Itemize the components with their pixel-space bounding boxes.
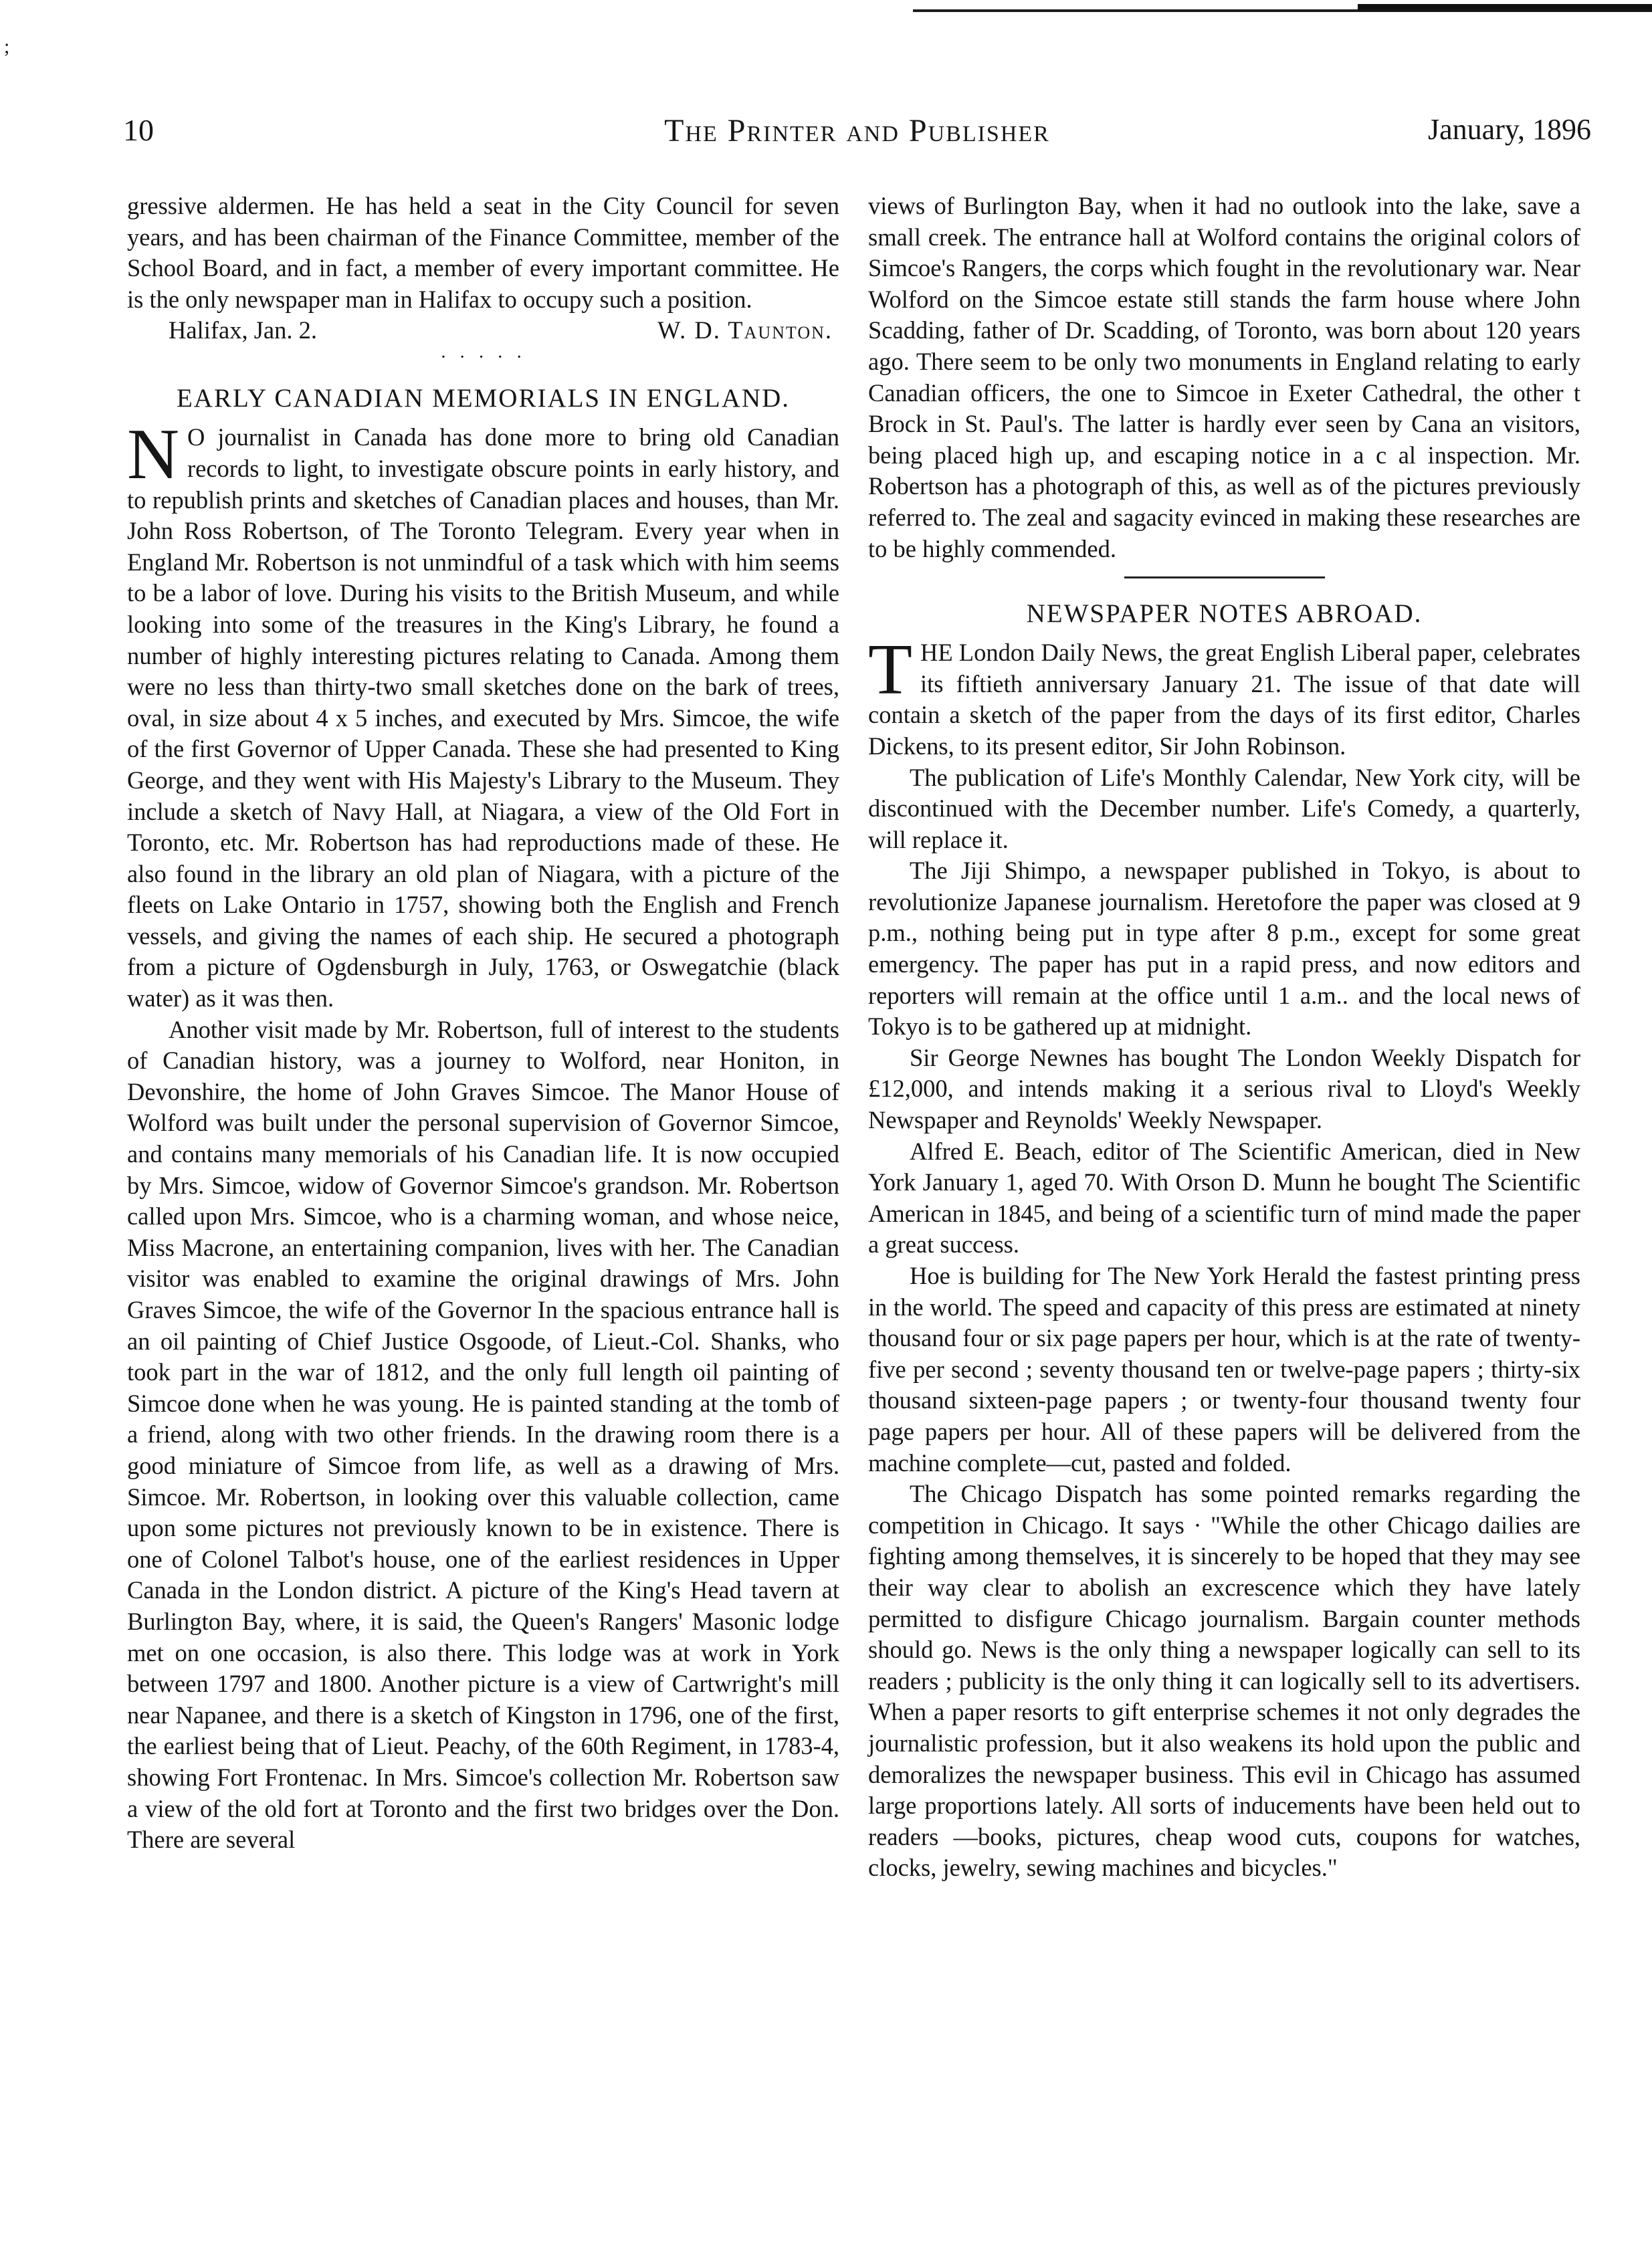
article-title-memorials: EARLY CANADIAN MEMORIALS IN ENGLAND. <box>176 384 790 413</box>
edge-mark: ; <box>4 35 10 58</box>
top-edge-bar <box>1358 4 1652 11</box>
article-title-newspaper-notes: NEWSPAPER NOTES ABROAD. <box>1026 599 1423 629</box>
article-paragraph: Hoe is building for The New York Herald the fastest printing press in the world. The speed and capacity of this press are estimated at ninety thousand four or six page papers per hour, which is at the rate of twenty-five per second ; seventy thousand ten or twelve-page papers ; thirty-six thousand sixteen-page papers ; or twenty-four thousand twenty four page papers per hour. All of these papers will be delivered from the machine complete—cut, pasted and folded. <box>868 1262 1580 1477</box>
paragraph-text: HE London Daily News, the great English Liberal paper, celebrates its fiftieth anniversary January 21. The issue of that date will contain a sketch of the paper from the days of its first editor, Charles Dickens, to its present editor, Sir John Robinson. <box>868 639 1580 760</box>
article-paragraph: Alfred E. Beach, editor of The Scientific American, died in New York January 1, aged 70. With Orson D. Munn he bought The Scientific American in 1845, and being of a scientific turn of mind made the paper a great success. <box>868 1137 1580 1259</box>
drop-cap: T <box>868 630 912 710</box>
issue-date: January, 1896 <box>1428 113 1591 146</box>
page-number: 10 <box>123 113 154 147</box>
left-column <box>127 191 839 1856</box>
section-separator: · · · · · <box>440 347 526 368</box>
article-paragraph <box>868 630 1580 762</box>
paragraph-text: O journalist in Canada has done more to bring old Canadian records to light, to investigate obscure points in early history, and to republish prints and sketches of Canadian places and houses, than Mr. John Ross Robertson, of The Toronto Telegram. Every year when in England Mr. Robertson is not unmindful of a task which with him seems to be a labor of love. During his visits to the British Museum, and while looking into some of the treasures in the King's Library, he found a number of highly interesting pictures relating to Canada. Among them were no less than thirty-two small sketches done on the bark of trees, oval, in size about 4 x 5 inches, and executed by Mrs. Simcoe, the wife of the first Governor of Upper Canada. These she had presented to King George, and they went with His Majesty's Library to the Museum. They include a sketch of Navy Hall, at Niagara, a view of the Old Fort in Toronto, etc. Mr. Robertson has had reproductions made of these. He also found in the library an old plan of Niagara, with a picture of the fleets on Lake Ontario in 1757, showing both the English and French vessels, and giving the names of each ship. He secured a photograph from a picture of Ogdensburgh in July, 1763, or Oswegatchie (black water) as it was then. <box>127 423 839 1012</box>
article-paragraph: The publication of Life's Monthly Calendar, New York city, will be discontinued with the December number. Life's Comedy, a quarterly, will replace it. <box>868 763 1580 853</box>
article-paragraph <box>127 415 839 1014</box>
article-paragraph: Another visit made by Mr. Robertson, full of interest to the students of Canadian history, was a journey to Wolford, near Honiton, in Devonshire, the home of John Graves Simcoe. The Manor House of Wolford was built under the personal supervision of Governor Simcoe, and contains many memorials of his Canadian life. It is now occupied by Mrs. Simcoe, widow of Governor Simcoe's grandson. Mr. Robertson called upon Mrs. Simcoe, who is a charming woman, and whose neice, Miss Macrone, an entertaining companion, lives with her. The Canadian visitor was enabled to examine the original drawings of Mrs. John Graves Simcoe, the wife of the Governor In the spacious entrance hall is an oil painting of Chief Justice Osgoode, of Lieut.-Col. Shanks, who took part in the war of 1812, and the only full length oil painting of Simcoe done when he was young. He is painted standing at the tomb of a friend, along with two other friends. In the drawing room there is a good miniature of Simcoe from life, as well as a drawing of Mrs. Simcoe. Mr. Robertson, in looking over this valuable collection, came upon some pictures not previously known to be in existence. There is one of Colonel Talbot's house, one of the earliest residences in Upper Canada in the London district. A picture of the King's Head tavern at Burlington Bay, where, it is said, the Queen's Rangers' Masonic lodge met on one occasion, is also there. This lodge was at work in York between 1797 and 1800. Another picture is a view of Cartwright's mill near Napanee, and there is a sketch of Kingston in 1796, one of the first, the earliest being that of Lieut. Peachy, of the 60th Regiment, in 1783-4, showing Fort Frontenac. In Mrs. Simcoe's collection Mr. Robertson saw a view of the old fort at Toronto and the first two bridges over the Don. There are several <box>127 1015 839 1854</box>
right-column <box>868 191 1580 1884</box>
drop-cap: N <box>127 415 179 495</box>
article-paragraph: The Jiji Shimpo, a newspaper published in Tokyo, is about to revolutionize Japanese journalism. Heretofore the paper was closed at 9 p.m., nothing being put in type after 8 p.m., except for some great emergency. The paper has put in a rapid press, and now editors and reporters will remain at the office until 1 a.m.. and the local news of Tokyo is to be gathered up at midnight. <box>868 857 1580 1041</box>
section-rule <box>1124 576 1325 578</box>
signoff-place: Halifax, Jan. 2. <box>169 316 317 344</box>
signoff-author: W. D. Taunton. <box>657 316 833 344</box>
signoff <box>127 315 839 348</box>
article-paragraph: The Chicago Dispatch has some pointed remarks regarding the competition in Chicago. It says · "While the other Chicago dailies are fighting among themselves, it is sincerely to be hoped that they may see their way clear to abolish an excrescence which they have lately permitted to disfigure Chicago journalism. Bargain counter methods should go. News is the only thing a newspaper logically can sell to its readers ; publicity is the only thing it can logically sell to its advertisers. When a paper resorts to gift enterprise schemes it not only degrades the journalistic profession, but it also weakens its hold upon the public and demoralizes the newspaper business. This evil in Chicago has assumed large proportions lately. All sorts of inducements have been held out to readers —books, pictures, cheap wood cuts, coupons for watches, clocks, jewelry, sewing machines and bicycles." <box>868 1480 1580 1882</box>
page-header <box>123 112 1591 159</box>
article-paragraph: Sir George Newnes has bought The London Weekly Dispatch for £12,000, and intends making it a serious rival to Lloyd's Weekly Newspaper and Reynolds' Weekly Newspaper. <box>868 1043 1580 1134</box>
continued-paragraph: gressive aldermen. He has held a seat in the City Council for seven years, and has been chairman of the Finance Committee, member of the School Board, and in fact, a member of every important committee. He is the only newspaper man in Halifax to occupy such a position. <box>127 192 839 313</box>
continued-paragraph: views of Burlington Bay, when it had no outlook into the lake, save a small creek. The entrance hall at Wolford contains the original colors of Simcoe's Rangers, the corps which fought in the revolutionary war. Near Wolford on the Simcoe estate still stands the farm house where John Scadding, father of Dr. Scadding, of Toronto, was born about 120 years ago. There seem to be only two monuments in England relating to early Canadian officers, the one to Simcoe in Exeter Cathedral, the other t Brock in St. Paul's. The latter is hardly ever seen by Cana an visitors, being placed high up, and escaping notice in a c al inspection. Mr. Robertson has a photograph of this, as well as of the pictures previously referred to. The zeal and sagacity evinced in making these researches are to be highly commended. <box>868 192 1580 562</box>
running-title: The Printer and Publisher <box>664 113 1050 148</box>
